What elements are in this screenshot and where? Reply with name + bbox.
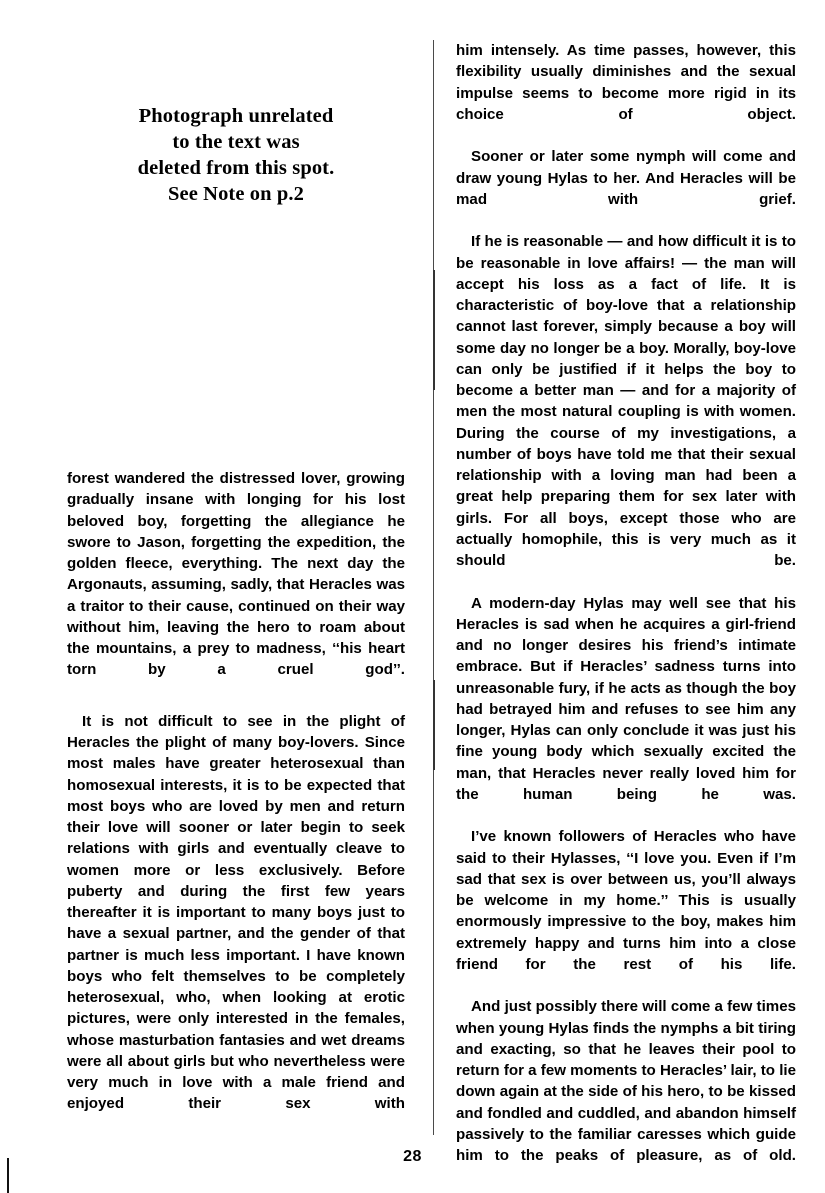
right-text-column	[456, 40, 796, 1164]
left-text-column	[67, 0, 405, 1135]
right-column-body	[456, 40, 796, 1188]
notice-line-4: See Note on p.2	[168, 183, 304, 205]
paragraph-p1: forest wandered the distressed lover, growing gradually insane with longing for his lost beloved boy, forgetting the allegiance he swore to Jason, forgetting the expedition, the golden fleece, everything. The next day the Argonauts, assuming, sadly, that Heracles was a traitor to their cause, continued on their way without him, leaving the hero to roam about the mountains, a prey to madness, ‘‘his heart torn by a cruel god’’.	[67, 470, 405, 679]
paragraph-p6: A modern-day Hylas may well see that his Heracles is sad when he acquires a girl-friend and no longer desires his friend’s intimate embrace. But if Heracles’ sadness turns into unreasonable fury, if he acts as though the boy had betrayed him and refuses to see him any longer, Hylas can only conclude it was just his fine young body which sexually excited the man, that Heracles never really loved him for the human being he was.	[456, 594, 796, 803]
paragraph-p2: It is not difficult to see in the plight of Heracles the plight of many boy-lovers. Since most males have greater heterosexual than homosexual interests, it is to be expected that most boys who are loved by men and return their love will sooner or later begin to seek relations with girls and eventually cleave to women more or less exclusively. Before puberty and during the first few years thereafter it is important to many boys just to have a sexual partner, and the gender of that partner is much less important. I have known boys who felt themselves to be completely heterosexual, who, when looking at erotic pictures, were only interested in the females, whose masturbation fantasies and wet dreams were all about girls but who nevertheless were very much in love with a male friend and enjoyed their sex with	[67, 712, 405, 1113]
left-column-body	[67, 468, 405, 1136]
paragraph-p4: Sooner or later some nymph will come and draw young Hylas to her. And Heracles will be mad with grief.	[456, 148, 796, 208]
paragraph-p7: I’ve known followers of Heracles who have said to their Hylasses, ‘‘I love you. Even if I’m sad that sex is over between us, you’ll always be welcome in my home.’’ This is usually enormously impressive to the boy, makes him extremely happy and turns him into a close friend for the rest of his life.	[456, 828, 796, 973]
notice-line-2: to the text was	[172, 131, 300, 153]
notice-line-3: deleted from this spot.	[137, 157, 335, 179]
column-divider-rule	[433, 40, 434, 1135]
paragraph-p3: him intensely. As time passes, however, this flexibility usually diminishes and the sexual impulse seems to become more rigid in its choice of object.	[456, 42, 796, 123]
paragraph-p5: If he is reasonable — and how difficult it is to be reasonable in love affairs! — the man will accept his loss as a fact of life. It is characteristic of boy-love that a relationship cannot last forever, simply because a boy will some day no longer be a boy. Morally, boy-love can only be justified if it helps the boy to become a better man — and for a majority of men the most natural coupling is with women. During the course of my investigations, a number of boys have told me that their sexual relationship with a loving man had been a great help preparing them for sex later with girls. For all boys, except those who are actually homophile, this is very much as it should be.	[456, 233, 796, 569]
page-number: 28	[403, 1148, 422, 1165]
paragraph-p8: And just possibly there will come a few times when young Hylas finds the nymphs a bit tiring and exacting, so that he leaves their pool to return for a few moments to Heracles’ lair, to lie down again at the side of his hero, to be kissed and fondled and cuddled, and abandon himself passively to the familiar caresses which guide him to the peaks of pleasure, as of old.	[456, 998, 796, 1164]
notice-line-1: Photograph unrelated	[138, 105, 334, 127]
